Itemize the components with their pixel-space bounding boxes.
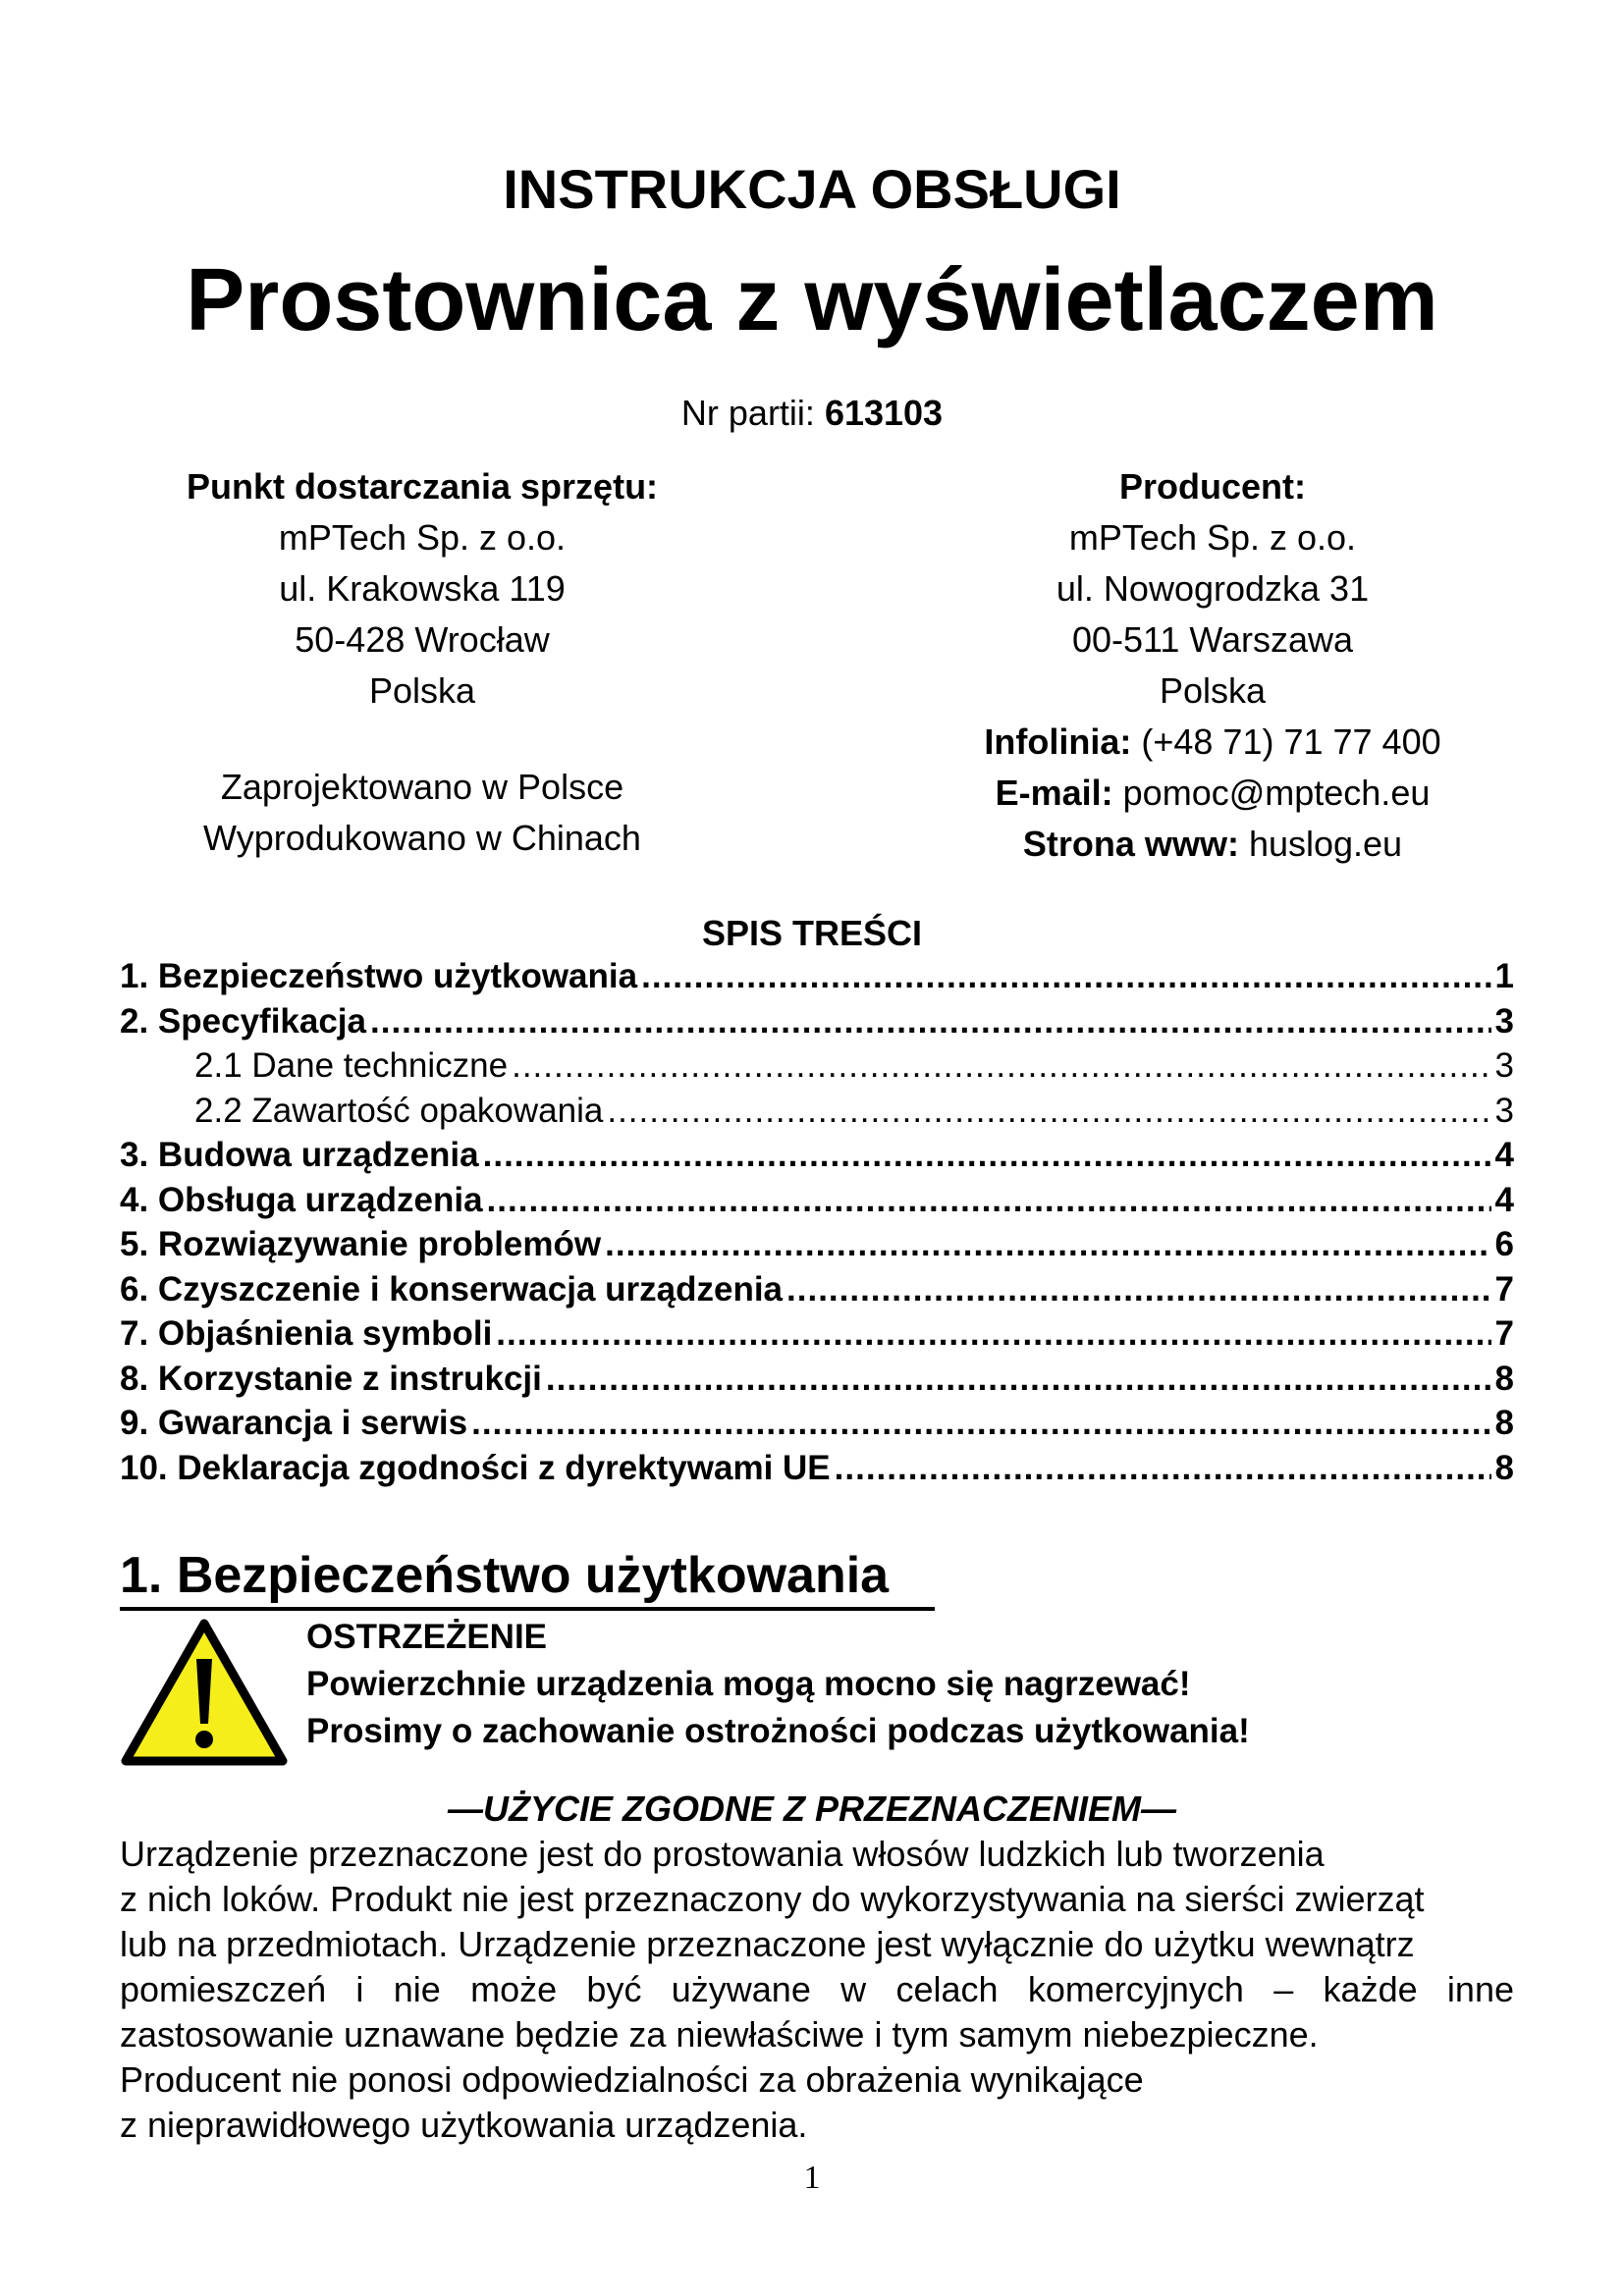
delivery-point-block	[108, 461, 736, 864]
designed-in: Zaprojektowano w Polsce	[220, 767, 624, 807]
toc-item-page: 6	[1494, 1225, 1514, 1263]
delivery-heading: Punkt dostarczania sprzętu:	[186, 466, 659, 507]
toc-item[interactable]	[120, 1360, 1514, 1405]
www-value: huslog.eu	[1238, 824, 1403, 864]
toc-item[interactable]	[120, 1002, 1514, 1047]
intended-use-title: —UŻYCIE ZGODNE Z PRZEZNACZENIEM—	[447, 1789, 1176, 1829]
toc-item[interactable]	[120, 1136, 1514, 1181]
toc-item-page: 7	[1494, 1269, 1514, 1308]
producer-city: 00-511 Warszawa	[1071, 619, 1354, 660]
toc-item-label: 2. Specyfikacja	[120, 1001, 366, 1041]
toc-item[interactable]	[120, 1270, 1514, 1315]
toc-leader-dots	[487, 1181, 1491, 1220]
producer-country: Polska	[1159, 670, 1267, 711]
paragraph-line: pomieszczeń i nie może być używane w celach komercyjnych – każde inne	[120, 1969, 1514, 2009]
toc-item-page: 3	[1494, 1046, 1514, 1085]
email-value: pomoc@mptech.eu	[1112, 773, 1431, 813]
toc-item-page: 3	[1494, 1001, 1514, 1041]
toc-leader-dots	[512, 1046, 1490, 1086]
toc-item-label: 5. Rozwiązywanie problemów	[120, 1225, 602, 1263]
toc-item-label: 2.1 Dane techniczne	[194, 1046, 509, 1085]
toc-item-page: 8	[1494, 1359, 1514, 1398]
producer-heading: Producent:	[1118, 466, 1306, 507]
table-of-contents	[120, 957, 1514, 1493]
batch-label: Nr partii:	[680, 393, 825, 433]
toc-item-label: 8. Korzystanie z instrukcji	[120, 1359, 542, 1398]
product-title: Prostownica z wyświetlaczem	[186, 251, 1438, 349]
toc-item-label: 9. Gwarancja i serwis	[120, 1404, 468, 1442]
producer-block	[898, 461, 1527, 870]
paragraph-line: Urządzenie przeznaczone jest do prostowania włosów ludzkich lub tworzenia	[120, 1834, 1325, 1874]
toc-title: SPIS TREŚCI	[701, 913, 923, 953]
toc-leader-dots	[605, 1225, 1490, 1264]
delivery-country: Polska	[368, 670, 476, 711]
toc-leader-dots	[786, 1270, 1491, 1309]
toc-item-page: 7	[1494, 1314, 1514, 1353]
toc-leader-dots	[483, 1136, 1491, 1175]
toc-leader-dots	[496, 1314, 1490, 1354]
delivery-street: ul. Krakowska 119	[279, 568, 566, 609]
toc-item-label: 4. Obsługa urządzenia	[120, 1180, 483, 1219]
www-label: Strona www:	[1022, 824, 1239, 864]
toc-item-label: 6. Czyszczenie i konserwacja urządzenia	[120, 1269, 784, 1308]
batch-number: 613103	[824, 393, 944, 433]
toc-leader-dots	[471, 1404, 1490, 1443]
email-label: E-mail:	[995, 773, 1113, 813]
warning-line: Powierzchnie urządzenia mogą mocno się nagrzewać!	[306, 1665, 1191, 1703]
delivery-city: 50-428 Wrocław	[295, 619, 550, 660]
toc-subitem[interactable]	[120, 1046, 1514, 1092]
paragraph-line: z nich loków. Produkt nie jest przeznaczony do wykorzystywania na sierści zwierząt	[120, 1879, 1425, 1919]
hotline-line	[898, 717, 1527, 768]
toc-item[interactable]	[120, 1225, 1514, 1270]
toc-item-label: 10. Deklaracja zgodności z dyrektywami UE	[120, 1448, 831, 1487]
warning-title: OSTRZEŻENIE	[306, 1618, 548, 1656]
instruction-heading: INSTRUKCJA OBSŁUGI	[503, 158, 1121, 220]
toc-leader-dots	[607, 1092, 1490, 1131]
delivery-company: mPTech Sp. z o.o.	[278, 517, 567, 558]
paragraph-line: zastosowanie uznawane będzie za niewłaściwe i tym samym niebezpieczne.	[120, 2014, 1319, 2055]
hotline-value: (+48 71) 71 77 400	[1131, 721, 1441, 762]
toc-leader-dots	[370, 1002, 1491, 1041]
page-number: 1	[803, 2160, 821, 2196]
toc-item-label: 2.2 Zawartość opakowania	[194, 1091, 604, 1130]
toc-item[interactable]	[120, 1314, 1514, 1360]
producer-street: ul. Nowogrodzka 31	[1056, 568, 1370, 609]
batch-number-line	[0, 393, 1624, 434]
toc-item-page: 4	[1494, 1180, 1514, 1219]
intended-use-body	[120, 1832, 1514, 2148]
paragraph-line: Producent nie ponosi odpowiedzialności za obrażenia wynikające	[120, 2059, 1144, 2100]
toc-subitem[interactable]	[120, 1092, 1514, 1137]
toc-leader-dots	[546, 1360, 1491, 1399]
www-line	[898, 819, 1527, 870]
warning-triangle-icon	[120, 1618, 289, 1767]
made-in: Wyprodukowano w Chinach	[203, 818, 641, 858]
toc-item-label: 7. Objaśnienia symboli	[120, 1314, 493, 1353]
producer-company: mPTech Sp. z o.o.	[1068, 517, 1357, 558]
section-title: 1. Bezpieczeństwo użytkowania	[120, 1546, 935, 1611]
paragraph-line: lub na przedmiotach. Urządzenie przeznaczone jest wyłącznie do użytku wewnątrz	[120, 1924, 1415, 1964]
toc-item-label: 1. Bezpieczeństwo użytkowania	[120, 957, 638, 995]
toc-item-page: 8	[1494, 1404, 1514, 1442]
toc-item-page: 4	[1494, 1136, 1514, 1174]
toc-item-page: 8	[1494, 1448, 1514, 1487]
warning-text-block	[306, 1614, 1250, 1755]
toc-item-label: 3. Budowa urządzenia	[120, 1136, 479, 1174]
toc-item[interactable]	[120, 957, 1514, 1002]
warning-line: Prosimy o zachowanie ostrożności podczas użytkowania!	[306, 1712, 1250, 1750]
toc-item-page: 1	[1494, 957, 1514, 995]
hotline-label: Infolinia:	[984, 721, 1132, 762]
spacer	[108, 717, 736, 762]
toc-item[interactable]	[120, 1404, 1514, 1449]
toc-item[interactable]	[120, 1181, 1514, 1226]
email-line	[898, 768, 1527, 819]
toc-leader-dots	[835, 1449, 1491, 1488]
toc-item[interactable]	[120, 1449, 1514, 1494]
toc-item-page: 3	[1494, 1091, 1514, 1130]
toc-leader-dots	[641, 957, 1490, 996]
paragraph-line: z nieprawidłowego użytkowania urządzenia.	[120, 2105, 808, 2145]
